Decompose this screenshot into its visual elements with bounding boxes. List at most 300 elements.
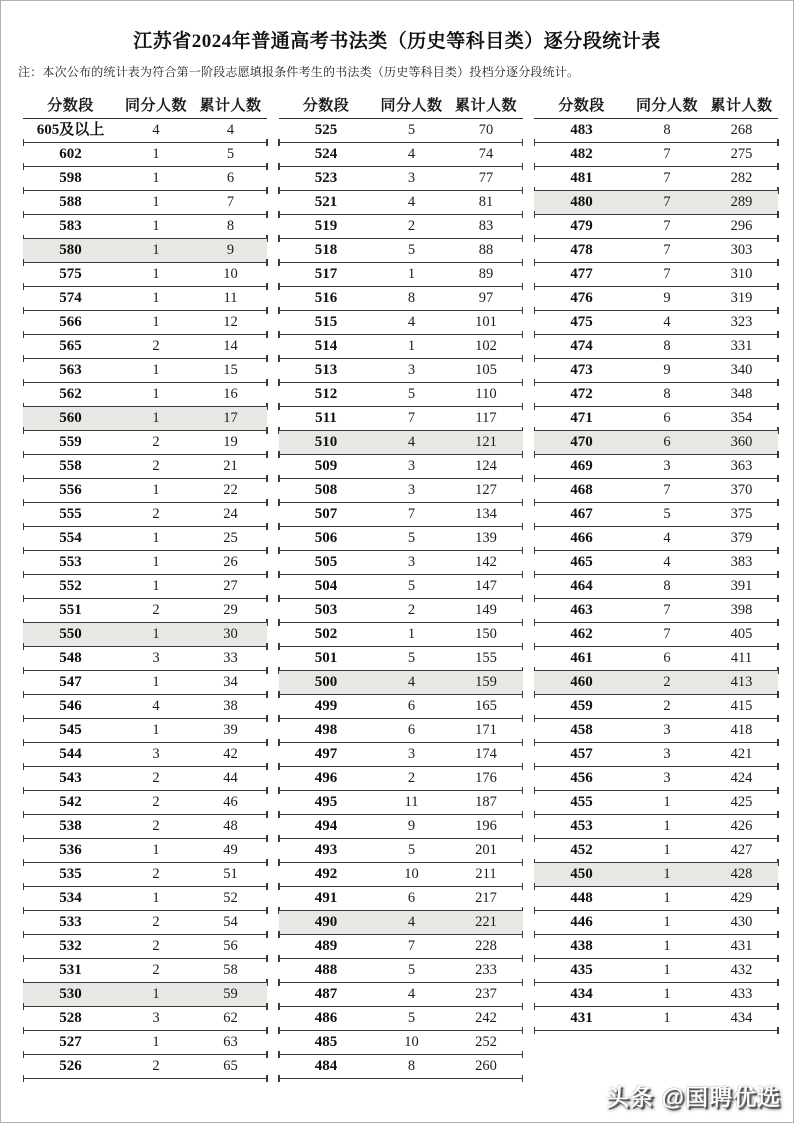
same-score-count: 4 [152,698,160,714]
cumulative-count: 176 [475,770,497,786]
same-score-count: 6 [407,890,416,906]
score-range: 479 [570,218,593,234]
same-score-count: 5 [663,506,671,522]
table-row [23,1007,267,1031]
score-range: 453 [570,818,593,834]
table-row [279,527,523,551]
score-range: 575 [59,266,82,282]
table-row [534,143,778,167]
score-range: 553 [59,554,82,570]
cumulative-count: 237 [475,986,497,1002]
score-range: 487 [314,986,338,1002]
same-score-count: 5 [407,530,416,546]
score-range: 544 [59,746,82,762]
table-row [23,359,267,383]
column-header: 同分人数 [124,98,187,114]
cumulative-count: 398 [730,602,753,618]
cumulative-count: 211 [475,866,497,882]
same-score-count: 7 [663,266,671,282]
cumulative-count: 63 [223,1034,238,1050]
score-range: 538 [59,818,82,834]
score-range: 519 [314,218,338,234]
table-row [534,383,778,407]
score-range: 602 [59,146,82,162]
score-range: 506 [314,530,338,546]
score-range: 472 [570,386,593,402]
same-score-count: 1 [152,266,160,282]
score-range: 463 [570,602,593,618]
table-row [534,863,778,887]
same-score-count: 1 [152,386,160,402]
table-row [279,167,523,191]
score-range: 504 [314,578,338,594]
table-row [23,767,267,791]
table-row [23,143,267,167]
cumulative-count: 97 [478,290,494,306]
score-range: 491 [314,890,338,906]
table-row [279,215,523,239]
cumulative-count: 48 [223,818,238,834]
score-range: 547 [59,674,82,690]
cumulative-count: 242 [475,1010,497,1026]
same-score-count: 8 [663,386,671,402]
same-score-count: 1 [407,338,416,354]
table-row [534,287,778,311]
cumulative-count: 228 [475,938,497,954]
score-range: 559 [59,434,82,450]
same-score-count: 1 [663,890,671,906]
same-score-count: 2 [152,914,160,930]
table-row [23,863,267,887]
table-row [279,983,523,1007]
table-row [23,167,267,191]
cumulative-count: 51 [223,866,238,882]
cumulative-count: 77 [478,170,494,186]
cumulative-count: 81 [478,194,494,210]
score-range: 545 [59,722,82,738]
table-row [23,335,267,359]
table-row [279,455,523,479]
score-range: 455 [570,794,593,810]
cumulative-count: 17 [223,410,238,426]
cumulative-count: 101 [475,314,497,330]
score-range: 535 [59,866,82,882]
same-score-count: 3 [152,1010,160,1026]
same-score-count: 8 [407,1058,416,1074]
table-row [23,695,267,719]
cumulative-count: 331 [730,338,753,354]
same-score-count: 7 [407,410,416,426]
cumulative-count: 33 [223,650,238,666]
cumulative-count: 8 [226,218,235,234]
cumulative-count: 391 [730,578,753,594]
score-range: 466 [570,530,593,546]
cumulative-count: 150 [475,626,497,642]
same-score-count: 1 [152,554,160,570]
cumulative-count: 21 [223,458,238,474]
table-row [279,863,523,887]
score-range: 462 [570,626,593,642]
score-range: 465 [570,554,593,570]
same-score-count: 2 [152,794,160,810]
table-row [279,407,523,431]
table-row [279,887,523,911]
table-row [23,215,267,239]
same-score-count: 3 [663,770,671,786]
score-range: 458 [570,722,593,738]
table-row [279,839,523,863]
same-score-count: 7 [663,218,671,234]
table-row [23,239,267,263]
score-range: 435 [570,962,593,978]
score-range: 484 [314,1058,338,1074]
same-score-count: 1 [152,482,160,498]
score-range: 473 [570,362,593,378]
table-row [534,455,778,479]
same-score-count: 6 [407,722,416,738]
table-row [534,335,778,359]
table-row [534,575,778,599]
same-score-count: 1 [152,170,160,186]
cumulative-count: 42 [223,746,238,762]
score-range: 588 [59,194,82,210]
score-range: 452 [570,842,593,858]
same-score-count: 1 [663,842,671,858]
score-table-column-1 [23,91,267,1079]
same-score-count: 4 [152,122,160,138]
score-range: 536 [59,842,82,858]
same-score-count: 7 [663,146,671,162]
table-row [279,647,523,671]
score-range: 550 [59,626,82,642]
same-score-count: 4 [407,674,416,690]
same-score-count: 3 [152,650,160,666]
score-range: 580 [59,242,82,258]
score-table-column-3 [534,91,778,1079]
cumulative-count: 59 [223,986,238,1002]
cumulative-count: 411 [730,650,753,666]
score-range: 574 [59,290,82,306]
table-row [23,527,267,551]
cumulative-count: 434 [730,1010,753,1026]
table-row [23,791,267,815]
table-row [279,287,523,311]
cumulative-count: 30 [223,626,238,642]
same-score-count: 6 [663,650,671,666]
same-score-count: 2 [663,674,671,690]
cumulative-count: 319 [730,290,753,306]
table-row [279,911,523,935]
same-score-count: 1 [152,218,160,234]
same-score-count: 1 [152,194,160,210]
cumulative-count: 424 [730,770,753,786]
table-row [279,335,523,359]
cumulative-count: 12 [223,314,238,330]
table-row [279,143,523,167]
same-score-count: 2 [152,962,160,978]
table-row [279,1031,523,1055]
same-score-count: 2 [152,938,160,954]
same-score-count: 2 [152,1058,160,1074]
score-range: 511 [315,410,337,426]
table-row [23,599,267,623]
cumulative-count: 19 [223,434,238,450]
table-row [534,791,778,815]
same-score-count: 5 [407,650,416,666]
cumulative-count: 9 [226,242,235,258]
cumulative-count: 430 [730,914,753,930]
same-score-count: 2 [152,818,160,834]
score-range: 518 [314,242,338,258]
score-range: 438 [570,938,593,954]
cumulative-count: 233 [475,962,497,978]
same-score-count: 1 [663,794,671,810]
table-row [23,983,267,1007]
score-range: 563 [59,362,82,378]
score-range: 605及以上 [36,122,105,138]
score-range: 551 [59,602,82,618]
cumulative-count: 252 [475,1034,497,1050]
table-row [534,623,778,647]
score-range: 554 [59,530,82,546]
same-score-count: 11 [404,794,419,810]
table-row [534,719,778,743]
cumulative-count: 38 [223,698,238,714]
same-score-count: 9 [663,290,671,306]
column-header: 分数段 [302,98,350,114]
score-range: 556 [59,482,82,498]
table-row [23,263,267,287]
same-score-count: 10 [404,1034,419,1050]
score-range: 565 [59,338,82,354]
table-row [23,671,267,695]
cumulative-count: 124 [475,458,497,474]
table-row [279,1055,523,1079]
table-row [279,719,523,743]
cumulative-count: 379 [730,530,753,546]
watermark-toutiao: 头条 @国聘优选 [606,1084,781,1110]
score-range: 461 [570,650,593,666]
score-range: 562 [59,386,82,402]
table-body [23,119,267,1079]
table-body [534,119,778,1031]
score-range: 448 [570,890,593,906]
score-range: 566 [59,314,82,330]
score-range: 526 [59,1058,82,1074]
cumulative-count: 27 [223,578,238,594]
table-row [534,431,778,455]
same-score-count: 5 [407,386,416,402]
table-row [23,311,267,335]
table-row [279,551,523,575]
cumulative-count: 52 [223,890,238,906]
score-range: 431 [570,1010,593,1026]
score-range: 492 [314,866,338,882]
cumulative-count: 155 [475,650,497,666]
table-row [534,167,778,191]
table-row [534,959,778,983]
table-row [279,119,523,143]
same-score-count: 4 [407,914,416,930]
table-row [534,119,778,143]
score-range: 468 [570,482,593,498]
score-range: 543 [59,770,82,786]
same-score-count: 2 [152,506,160,522]
cumulative-count: 174 [475,746,497,762]
same-score-count: 4 [407,314,416,330]
cumulative-count: 260 [475,1058,497,1074]
score-range: 483 [570,122,593,138]
cumulative-count: 83 [478,218,494,234]
cumulative-count: 428 [730,866,753,882]
cumulative-count: 25 [223,530,238,546]
table-row [279,263,523,287]
same-score-count: 4 [407,986,416,1002]
table-row [279,239,523,263]
same-score-count: 5 [407,962,416,978]
table-row [279,575,523,599]
same-score-count: 2 [407,770,416,786]
score-table-column-2 [279,91,523,1079]
score-range: 502 [314,626,338,642]
cumulative-count: 429 [730,890,753,906]
same-score-count: 2 [152,434,160,450]
cumulative-count: 49 [223,842,238,858]
table-row [279,383,523,407]
score-range: 471 [570,410,593,426]
same-score-count: 3 [663,722,671,738]
table-row [534,911,778,935]
score-range: 503 [314,602,338,618]
cumulative-count: 418 [730,722,753,738]
score-range: 512 [314,386,338,402]
column-header: 累计人数 [199,98,262,114]
same-score-count: 1 [152,410,160,426]
cumulative-count: 46 [223,794,238,810]
table-row [23,407,267,431]
cumulative-count: 323 [730,314,753,330]
cumulative-count: 303 [730,242,753,258]
table-row [23,503,267,527]
score-range: 476 [570,290,593,306]
cumulative-count: 39 [223,722,238,738]
same-score-count: 7 [663,194,671,210]
score-range: 555 [59,506,82,522]
table-row [534,215,778,239]
table-row [23,287,267,311]
score-range: 524 [314,146,338,162]
same-score-count: 4 [663,530,671,546]
same-score-count: 1 [152,890,160,906]
table-row [23,959,267,983]
table-row [23,479,267,503]
same-score-count: 5 [407,122,416,138]
score-range: 508 [314,482,338,498]
same-score-count: 3 [663,746,671,762]
cumulative-count: 187 [475,794,497,810]
score-range: 523 [314,170,338,186]
cumulative-count: 147 [475,578,497,594]
score-range: 548 [59,650,82,666]
score-range: 480 [570,194,593,210]
same-score-count: 1 [407,266,416,282]
table-row [23,383,267,407]
table-row [279,503,523,527]
table-row [534,695,778,719]
cumulative-count: 221 [475,914,497,930]
score-range: 494 [314,818,338,834]
same-score-count: 1 [152,530,160,546]
same-score-count: 8 [663,122,671,138]
table-row [534,551,778,575]
cumulative-count: 134 [475,506,497,522]
cumulative-count: 268 [730,122,753,138]
score-range: 507 [314,506,338,522]
table-row [534,671,778,695]
table-row [534,647,778,671]
cumulative-count: 433 [730,986,753,1002]
table-row [279,599,523,623]
table-row [279,935,523,959]
cumulative-count: 16 [223,386,238,402]
table-row [534,1007,778,1031]
score-range: 532 [59,938,82,954]
cumulative-count: 62 [223,1010,238,1026]
table-header [534,91,778,119]
table-row [279,623,523,647]
cumulative-count: 10 [223,266,238,282]
score-range: 498 [314,722,338,738]
table-row [279,191,523,215]
score-range: 505 [314,554,338,570]
same-score-count: 1 [663,986,671,1002]
table-row [23,551,267,575]
cumulative-count: 4 [226,122,235,138]
score-range: 497 [314,746,338,762]
cumulative-count: 15 [223,362,238,378]
cumulative-count: 375 [730,506,753,522]
same-score-count: 7 [663,242,671,258]
cumulative-count: 29 [223,602,238,618]
same-score-count: 7 [663,602,671,618]
same-score-count: 5 [407,1010,416,1026]
cumulative-count: 14 [223,338,238,354]
column-header: 累计人数 [710,98,773,114]
score-range: 513 [314,362,338,378]
same-score-count: 5 [407,242,416,258]
cumulative-count: 7 [226,194,235,210]
table-row [279,959,523,983]
cumulative-count: 171 [475,722,497,738]
table-row [279,1007,523,1031]
table-row [534,887,778,911]
table-row [23,1055,267,1079]
table-row [534,311,778,335]
table-row [279,431,523,455]
same-score-count: 1 [663,914,671,930]
score-range: 446 [570,914,593,930]
same-score-count: 1 [663,938,671,954]
cumulative-count: 201 [475,842,497,858]
table-row [534,839,778,863]
cumulative-count: 142 [475,554,497,570]
score-range: 560 [59,410,82,426]
same-score-count: 8 [663,578,671,594]
score-distribution-tables [1,91,793,1079]
table-row [534,359,778,383]
same-score-count: 1 [152,674,160,690]
cumulative-count: 432 [730,962,753,978]
